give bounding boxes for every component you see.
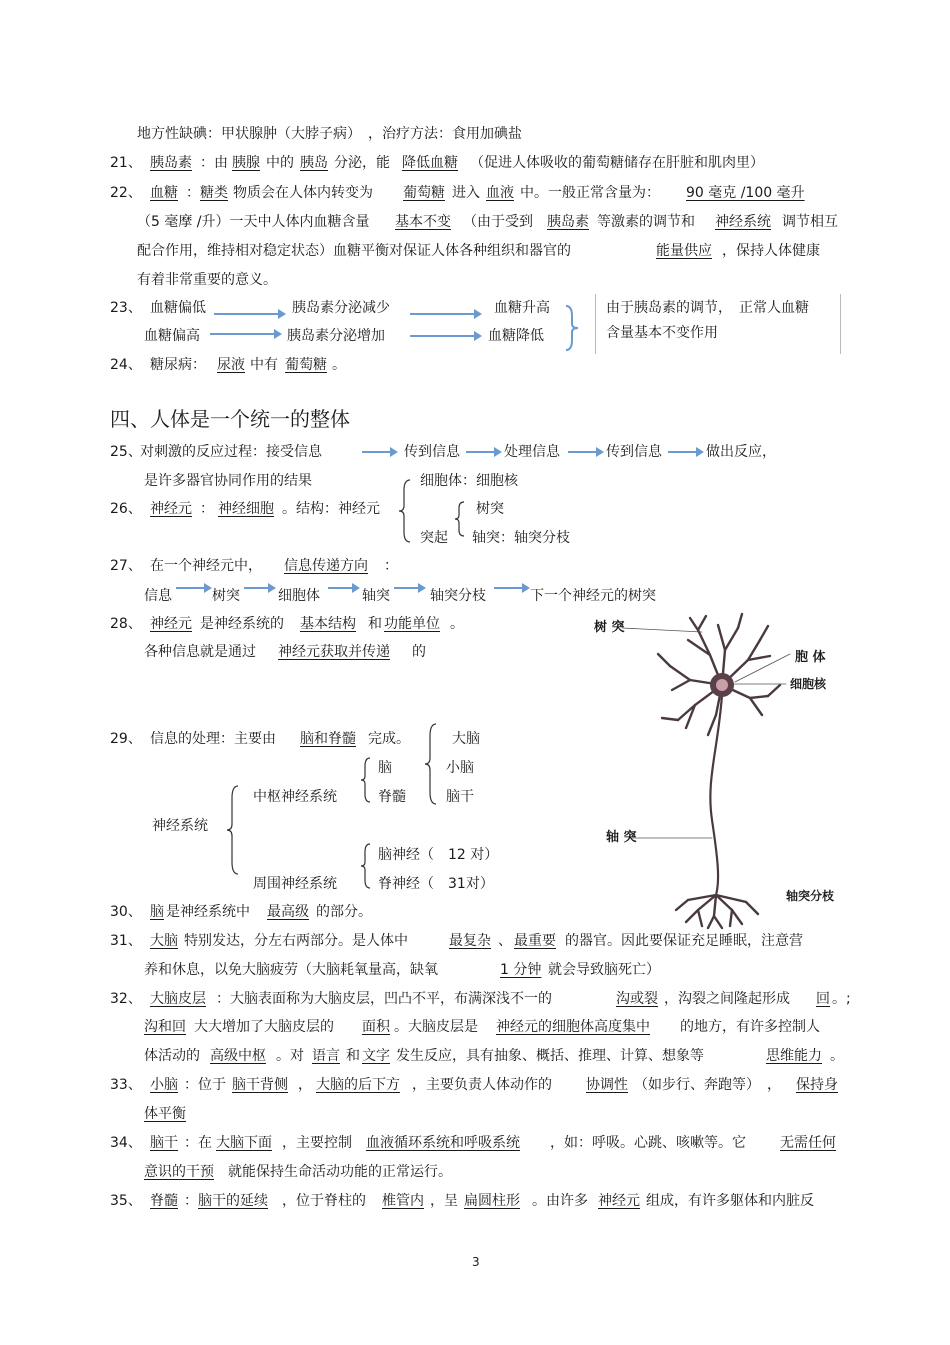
text: 突起 xyxy=(420,530,448,546)
term: 糖类 xyxy=(200,185,228,201)
term: 大脑下面 xyxy=(216,1135,272,1151)
item-number: 22、 xyxy=(110,185,142,201)
term: 协调性 xyxy=(586,1077,628,1093)
text: 在一个神经元中， xyxy=(150,558,262,574)
text: 大大增加了大脑皮层的 xyxy=(194,1019,334,1035)
term: 沟或裂 xyxy=(616,991,658,1007)
item-number: 35、 xyxy=(110,1193,142,1209)
text: 脑 xyxy=(378,760,392,776)
text: 处理信息 xyxy=(504,444,560,460)
item-number: 32、 xyxy=(110,991,142,1007)
arrow-icon xyxy=(176,583,212,593)
brace-icon xyxy=(424,722,438,806)
text: 。大脑皮层是 xyxy=(394,1019,478,1035)
text: 分泌，能 xyxy=(334,155,390,171)
term: 脑干 xyxy=(150,1135,178,1151)
item-number: 34、 xyxy=(110,1135,142,1151)
term: 神经元的细胞体高度集中 xyxy=(496,1019,650,1035)
term: 基本不变 xyxy=(395,214,451,230)
item-number: 31、 xyxy=(110,933,142,949)
item-number: 25、 xyxy=(110,444,142,460)
text: 、 xyxy=(498,933,512,949)
term: 血糖 xyxy=(150,185,178,201)
item-number: 21、 xyxy=(110,155,142,171)
term: 90 毫克 /100 毫升 xyxy=(686,185,805,201)
term: 血液 xyxy=(486,185,514,201)
term: 尿液 xyxy=(217,357,245,373)
divider xyxy=(840,294,841,354)
text: 树突 xyxy=(212,588,240,604)
text: 细胞体 xyxy=(278,588,320,604)
section-heading: 四、人体是一个统一的整体 xyxy=(110,407,350,431)
text: 的部分。 xyxy=(316,904,372,920)
text: ，位于脊柱的 xyxy=(282,1193,366,1209)
text: 完成。 xyxy=(368,731,410,747)
text: 的 xyxy=(412,644,426,660)
text: 含量基本不变作用 xyxy=(606,325,718,341)
text: 就会导致脑死亡） xyxy=(548,962,660,978)
text: ，主要控制 xyxy=(282,1135,352,1151)
arrow-icon xyxy=(214,309,286,319)
text: 脊髓 xyxy=(378,789,406,805)
text: ：由 xyxy=(200,155,228,171)
text: （促进人体吸收的葡萄糖储存在肝脏和肌肉里） xyxy=(470,155,764,171)
text: 有着非常重要的意义。 xyxy=(137,272,277,288)
text: 调节相互 xyxy=(782,214,838,230)
text: ，沟裂之间隆起形成 xyxy=(664,991,790,1007)
text: ： xyxy=(184,1193,198,1209)
text: （如步行、奔跑等） ， xyxy=(634,1077,781,1093)
text: ，如：呼吸。心跳、咳嗽等。它 xyxy=(550,1135,746,1151)
text: 血糖偏高 xyxy=(144,328,200,344)
term: 小脑 xyxy=(150,1077,178,1093)
term: 葡萄糖 xyxy=(285,357,327,373)
text: （5 毫摩 /升）一天中人体内血糖含量 xyxy=(137,214,370,230)
term: 大脑皮层 xyxy=(150,991,206,1007)
text: 胰岛素分泌增加 xyxy=(287,328,385,344)
text: ： xyxy=(200,501,214,517)
text: 中。一般正常含量为： xyxy=(520,185,660,201)
text: 下一个神经元的树突 xyxy=(530,588,656,604)
term: 文字 xyxy=(362,1048,390,1064)
text: 体活动的 xyxy=(144,1048,200,1064)
term: 最重要 xyxy=(514,933,556,949)
text: 信息 xyxy=(144,588,172,604)
text: 对刺激的反应过程：接受信息 xyxy=(140,444,322,460)
text: 特别发达，分左右两部分。是人体中 xyxy=(184,933,408,949)
text: ： xyxy=(186,185,200,201)
term: 血液循环系统和呼吸系统 xyxy=(366,1135,520,1151)
term: 最复杂 xyxy=(449,933,491,949)
term: 保持身 xyxy=(796,1077,838,1093)
text: ，主要负责人体动作的 xyxy=(412,1077,552,1093)
text: 树突 xyxy=(476,501,504,517)
text: 脊神经（ 31对） xyxy=(378,876,494,892)
text: 轴突：轴突分枝 xyxy=(472,530,570,546)
text: 。 xyxy=(830,1048,844,1064)
arrow-icon xyxy=(362,447,398,457)
brace-icon xyxy=(226,784,240,876)
item-number: 24、 xyxy=(110,357,142,373)
term: 功能单位 xyxy=(384,616,440,632)
term: 1 分钟 xyxy=(500,962,542,978)
term: 意识的干预 xyxy=(144,1164,214,1180)
text: 的器官。因此要保证充足睡眠，注意营 xyxy=(565,933,803,949)
text: 糖尿病： xyxy=(150,357,206,373)
text: 细胞体：细胞核 xyxy=(420,473,518,489)
item-number: 33、 xyxy=(110,1077,142,1093)
term: 胰岛素 xyxy=(547,214,589,230)
term: 脊髓 xyxy=(150,1193,178,1209)
text: 是神经系统中 xyxy=(166,904,250,920)
term: 最高级 xyxy=(267,904,309,920)
text: 等激素的调节和 xyxy=(597,214,695,230)
term: 能量供应 xyxy=(656,243,712,259)
term: 无需任何 xyxy=(780,1135,836,1151)
text: 轴突 xyxy=(362,588,390,604)
brace-icon xyxy=(564,304,580,352)
text: 中枢神经系统 xyxy=(253,789,337,805)
term: 脑 xyxy=(150,904,164,920)
text: 养和休息，以免大脑疲劳（大脑耗氧量高，缺氧 xyxy=(144,962,438,978)
text: 。 xyxy=(450,616,464,632)
text: ：在 xyxy=(184,1135,212,1151)
figure-label-axon-branch: 轴突分枝 xyxy=(786,889,835,903)
arrow-icon xyxy=(466,447,502,457)
arrow-icon xyxy=(210,329,282,339)
text: 胰岛素分泌减少 xyxy=(292,300,390,316)
item-number: 26、 xyxy=(110,501,142,517)
text: 组成，有许多躯体和内脏反 xyxy=(646,1193,814,1209)
text: 就能保持生命活动功能的正常运行。 xyxy=(228,1164,452,1180)
term: 沟和回 xyxy=(144,1019,186,1035)
text: 传到信息 xyxy=(606,444,662,460)
term: 胰岛 xyxy=(300,155,328,171)
text: 。对 xyxy=(276,1048,304,1064)
term: 神经元 xyxy=(150,616,192,632)
figure-label-dendrite: 树 突 xyxy=(594,620,625,635)
text: ，呈 xyxy=(430,1193,458,1209)
arrow-icon xyxy=(668,447,704,457)
term: 扁圆柱形 xyxy=(464,1193,520,1209)
arrow-icon xyxy=(394,583,426,593)
brace-icon xyxy=(360,756,372,804)
term: 回 xyxy=(816,991,830,1007)
item-number: 27、 xyxy=(110,558,142,574)
text: 各种信息就是通过 xyxy=(144,644,256,660)
brace-icon xyxy=(398,478,412,544)
brace-icon xyxy=(454,500,466,538)
term: 胰岛素 xyxy=(150,155,192,171)
text: 和 xyxy=(368,616,382,632)
term: 神经元 xyxy=(150,501,192,517)
term: 神经元 xyxy=(598,1193,640,1209)
arrow-icon xyxy=(244,583,276,593)
figure-label-soma: 胞 体 xyxy=(795,650,826,665)
text: ： xyxy=(384,558,398,574)
text: 血糖偏低 xyxy=(150,300,206,316)
term: 神经细胞 xyxy=(218,501,274,517)
text: 进入 xyxy=(452,185,480,201)
text: 血糖降低 xyxy=(488,328,544,344)
term: 大脑 xyxy=(150,933,178,949)
term: 大脑的后下方 xyxy=(316,1077,400,1093)
text: 。结构：神经元 xyxy=(282,501,380,517)
term: 面积 xyxy=(362,1019,390,1035)
text: 。由许多 xyxy=(532,1193,588,1209)
text: 脑神经（ 12 对） xyxy=(378,847,499,863)
text: 由于胰岛素的调节， 正常人血糖 xyxy=(606,300,809,316)
nucleus xyxy=(716,679,728,691)
text: 血糖升高 xyxy=(494,300,550,316)
text: 信息的处理：主要由 xyxy=(150,731,276,747)
text: 周围神经系统 xyxy=(253,876,337,892)
text: 做出反应， xyxy=(706,444,776,460)
item-number: 30、 xyxy=(110,904,142,920)
term: 葡萄糖 xyxy=(403,185,445,201)
term: 语言 xyxy=(312,1048,340,1064)
term: 椎管内 xyxy=(382,1193,424,1209)
text: 发生反应，具有抽象、概括、推理、计算、想象等 xyxy=(396,1048,704,1064)
text: 。 xyxy=(332,357,346,373)
item-number: 29、 xyxy=(110,731,142,747)
term: 神经元获取并传递 xyxy=(278,644,390,660)
text: （由于受到 xyxy=(463,214,533,230)
text: ：大脑表面称为大脑皮层，凹凸不平，布满深浅不一的 xyxy=(216,991,552,1007)
term: 信息传递方向 xyxy=(284,558,368,574)
text: ， xyxy=(298,1077,312,1093)
term: 高级中枢 xyxy=(210,1048,266,1064)
item-number: 23、 xyxy=(110,300,142,316)
text: 传到信息 xyxy=(404,444,460,460)
text: 轴突分枝 xyxy=(430,588,486,604)
brace-icon xyxy=(360,842,372,890)
text-line: 地方性缺碘：甲状腺肿（大脖子病） ，治疗方法：食用加碘盐 xyxy=(137,126,522,142)
text: ：位于 xyxy=(184,1077,226,1093)
text: 是许多器官协同作用的结果 xyxy=(144,473,312,489)
arrow-icon xyxy=(410,331,482,341)
text: 的地方，有许多控制人 xyxy=(680,1019,820,1035)
term: 胰腺 xyxy=(232,155,260,171)
term: 脑干背侧 xyxy=(232,1077,288,1093)
arrow-icon xyxy=(568,447,604,457)
term: 脑和脊髓 xyxy=(300,731,356,747)
text: 中有 xyxy=(250,357,278,373)
term: 脑干的延续 xyxy=(198,1193,268,1209)
neuron-figure xyxy=(590,610,840,930)
page-number: 3 xyxy=(472,1255,480,1269)
item-number: 28、 xyxy=(110,616,142,632)
figure-label-nucleus: 细胞核 xyxy=(790,677,827,691)
text: 脑干 xyxy=(446,789,474,805)
term: 神经系统 xyxy=(715,214,771,230)
arrow-icon xyxy=(328,583,360,593)
text: 配合作用，维持相对稳定状态）血糖平衡对保证人体各种组织和器官的 xyxy=(137,243,571,259)
text: 中的 xyxy=(266,155,294,171)
text: 小脑 xyxy=(446,760,474,776)
term: 基本结构 xyxy=(300,616,356,632)
text: ，保持人体健康 xyxy=(722,243,820,259)
arrow-icon xyxy=(494,583,530,593)
text: 。; xyxy=(832,991,851,1007)
term: 思维能力 xyxy=(766,1048,822,1064)
text: 大脑 xyxy=(452,731,480,747)
text: 和 xyxy=(346,1048,360,1064)
text: 物质会在人体内转变为 xyxy=(233,185,373,201)
text: 神经系统 xyxy=(152,818,208,834)
text: 是神经系统的 xyxy=(200,616,284,632)
arrow-icon xyxy=(410,309,482,319)
divider xyxy=(595,294,596,354)
figure-label-axon: 轴 突 xyxy=(606,830,637,845)
term: 降低血糖 xyxy=(402,155,458,171)
term: 体平衡 xyxy=(144,1106,186,1122)
